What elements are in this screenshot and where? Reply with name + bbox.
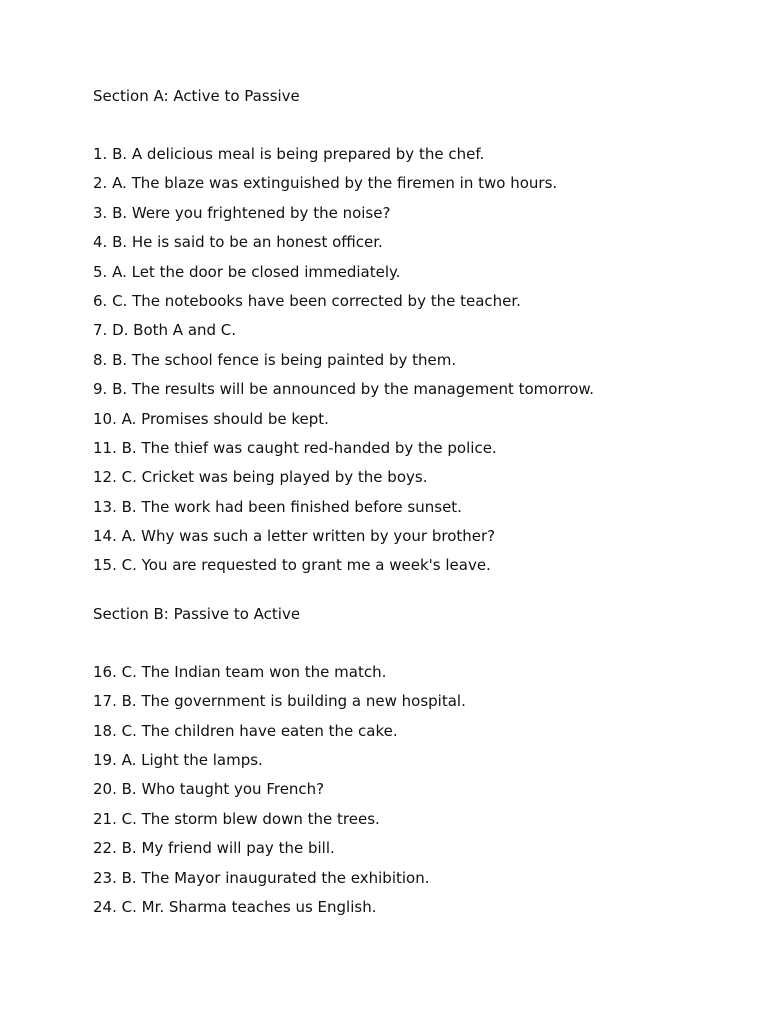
section-a-heading: Section A: Active to Passive	[93, 87, 300, 105]
section-a	[93, 86, 733, 585]
answer-item: 16. C. The Indian team won the match.	[93, 662, 387, 681]
answer-item: 22. B. My friend will pay the bill.	[93, 839, 335, 858]
answer-item: 7. D. Both A and C.	[93, 321, 237, 340]
answer-item: 3. B. Were you frightened by the noise?	[93, 203, 391, 222]
answer-item: 13. B. The work had been finished before sunset.	[93, 497, 462, 516]
answer-item: 10. A. Promises should be kept.	[93, 409, 329, 428]
answer-item: 24. C. Mr. Sharma teaches us English.	[93, 897, 377, 916]
answer-key-page	[93, 86, 733, 926]
answer-item: 15. C. You are requested to grant me a week's leave.	[93, 556, 491, 575]
answer-item: 1. B. A delicious meal is being prepared by the chef.	[93, 145, 485, 163]
answer-item: 5. A. Let the door be closed immediately.	[93, 262, 401, 281]
answer-item: 9. B. The results will be announced by the management tomorrow.	[93, 380, 595, 399]
answer-item: 12. C. Cricket was being played by the boys.	[93, 468, 428, 487]
answer-item: 2. A. The blaze was extinguished by the firemen in two hours.	[93, 174, 558, 193]
answer-item: 8. B. The school fence is being painted by them.	[93, 350, 457, 369]
answer-item: 20. B. Who taught you French?	[93, 780, 325, 799]
section-a-answer-list	[93, 144, 733, 585]
answer-item: 18. C. The children have eaten the cake.	[93, 721, 398, 740]
section-b-answer-list	[93, 662, 733, 927]
section-b	[93, 604, 733, 927]
answer-item: 23. B. The Mayor inaugurated the exhibition.	[93, 868, 430, 887]
answer-item: 21. C. The storm blew down the trees.	[93, 809, 380, 828]
answer-item: 19. A. Light the lamps.	[93, 751, 263, 770]
answer-item: 17. B. The government is building a new hospital.	[93, 692, 466, 711]
answer-item: 14. A. Why was such a letter written by your brother?	[93, 527, 496, 546]
answer-item: 4. B. He is said to be an honest officer.	[93, 233, 383, 252]
section-b-heading: Section B: Passive to Active	[93, 604, 301, 623]
answer-item: 6. C. The notebooks have been corrected by the teacher.	[93, 291, 521, 310]
answer-item: 11. B. The thief was caught red-handed by the police.	[93, 438, 497, 457]
